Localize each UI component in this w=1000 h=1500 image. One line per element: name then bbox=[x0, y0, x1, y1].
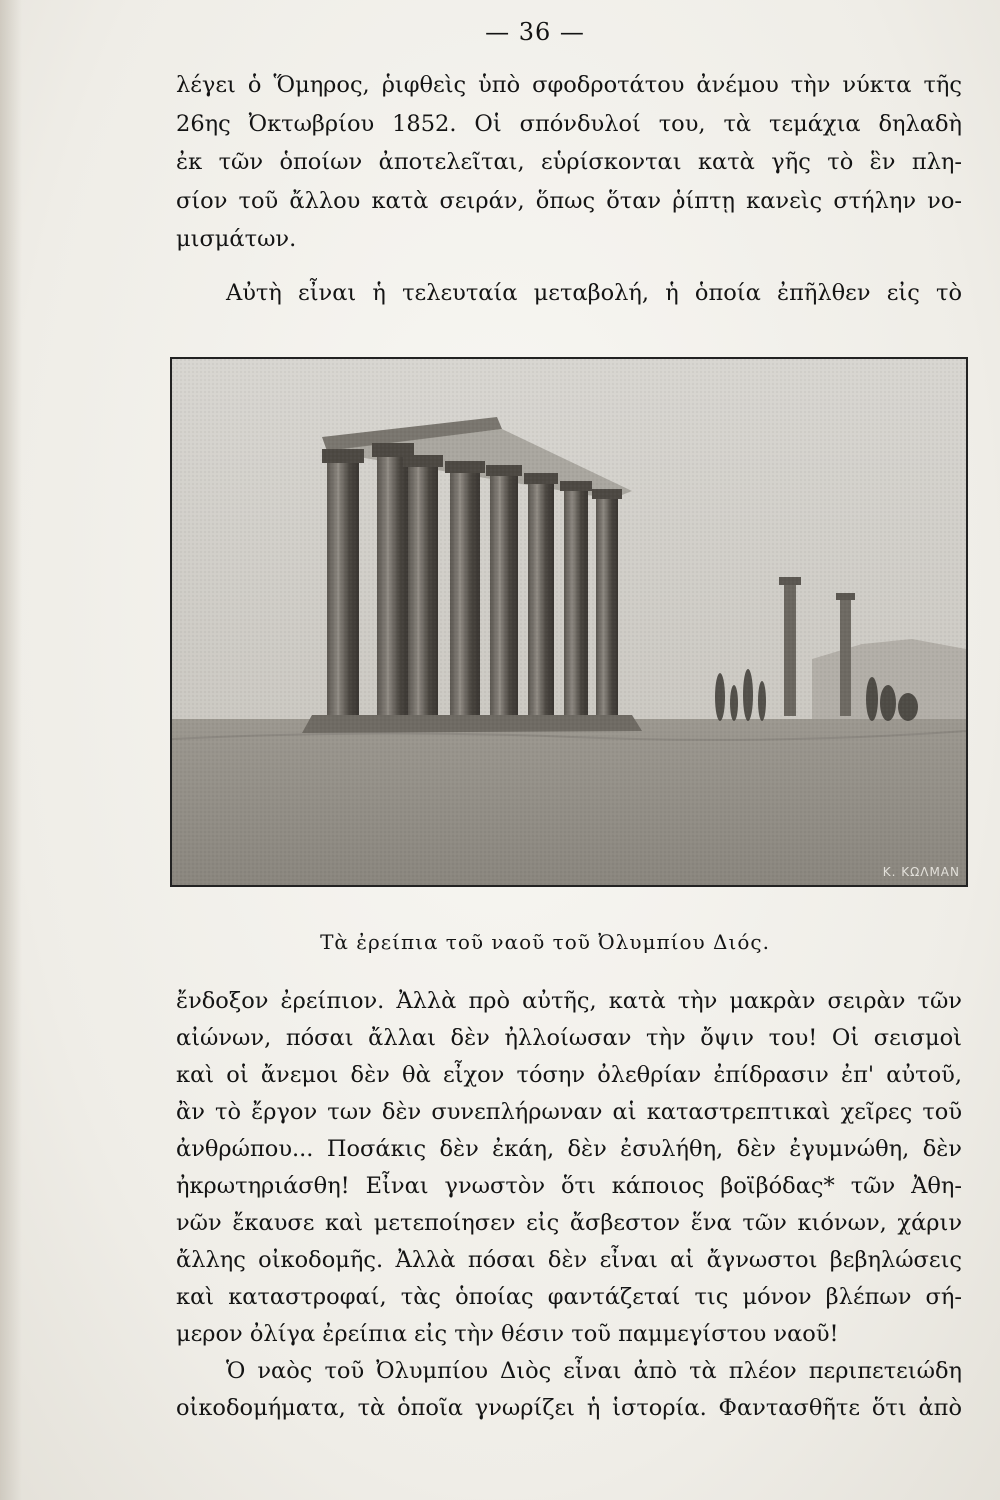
text-line: ἄλλης οἰκοδομῆς. Ἀλλὰ πόσαι δὲν εἶναι αἱ ἄγνωστοι βεβηλώσεις bbox=[176, 1247, 962, 1273]
text-line: καὶ καταστροφαί, τὰς ὁποίας φαντάζεταί τις μόνον βλέπων σή- bbox=[176, 1284, 962, 1310]
text-line: ἀνθρώπου... Ποσάκις δὲν ἐκάη, δὲν ἐσυλήθη, δὲν ἐγυμνώθη, δὲν bbox=[176, 1136, 962, 1162]
text-line: Αὐτὴ εἶναι ἡ τελευταία μεταβολή, ἡ ὁποία ἐπῆλθεν εἰς τὸ bbox=[226, 280, 962, 306]
text-line: νῶν ἔκαυσε καὶ μετεποίησεν εἰς ἄσβεστον ἕνα τῶν κιόνων, χάριν bbox=[176, 1210, 962, 1236]
text-block-bottom bbox=[176, 983, 962, 1427]
text-line: λέγει ὁ Ὅμηρος, ῥιφθεὶς ὑπὸ σφοδροτάτου ἀνέμου τὴν νύκτα τῆς bbox=[176, 72, 962, 98]
text-line: αἰώνων, πόσαι ἄλλαι δὲν ἠλλοίωσαν τὴν ὄψιν του! Οἱ σεισμοὶ bbox=[176, 1025, 962, 1051]
text-line: μισμάτων. bbox=[176, 226, 297, 252]
text-line: ἐκ τῶν ὁποίων ἀποτελεῖται, εὑρίσκονται κατὰ γῆς τὸ ἓν πλη- bbox=[176, 149, 962, 175]
text-block-top bbox=[176, 66, 962, 259]
text-paragraph-intro bbox=[176, 274, 962, 313]
text-line: ἂν τὸ ἔργον των δὲν συνεπλήρωναν αἱ καταστρεπτικαὶ χεῖρες τοῦ bbox=[176, 1099, 962, 1125]
page-number: — 36 — bbox=[485, 18, 585, 46]
text-line: σίον τοῦ ἄλλου κατὰ σειράν, ὅπως ὅταν ῥίπτῃ κανεὶς στήλην νο- bbox=[176, 187, 962, 214]
temple-ruins-illustration bbox=[172, 359, 966, 885]
photo-temple-ruins bbox=[170, 357, 968, 887]
text-line: μερον ὀλίγα ἐρείπια εἰς τὴν θέσιν τοῦ παμμεγίστου ναοῦ! bbox=[176, 1321, 839, 1347]
text-line: οἰκοδομήματα, τὰ ὁποῖα γνωρίζει ἡ ἱστορία. Φαντασθῆτε ὅτι ἀπὸ bbox=[176, 1395, 962, 1421]
page-gutter-shadow bbox=[0, 0, 22, 1500]
text-line: καὶ οἱ ἄνεμοι δὲν θὰ εἶχον τόσην ὀλεθρίαν ἐπίδρασιν ἐπ' αὐτοῦ, bbox=[176, 1062, 962, 1088]
photo-signature: Κ. ΚΩΛΜΑΝ bbox=[882, 865, 960, 879]
figure-caption: Τὰ ἐρείπια τοῦ ναοῦ τοῦ Ὀλυμπίου Διός. bbox=[320, 930, 770, 954]
text-line: 26ης Ὀκτωβρίου 1852. Οἱ σπόνδυλοί του, τὰ τεμάχια δηλαδὴ bbox=[176, 110, 962, 137]
text-line: ἠκρωτηριάσθη! Εἶναι γνωστὸν ὅτι κάποιος βοϊβόδας* τῶν Ἀθη- bbox=[176, 1173, 962, 1199]
text-line: ἔνδοξον ἐρείπιον. Ἀλλὰ πρὸ αὐτῆς, κατὰ τὴν μακρὰν σειρὰν τῶν bbox=[176, 988, 962, 1014]
text-line: Ὁ ναὸς τοῦ Ὀλυμπίου Διὸς εἶναι ἀπὸ τὰ πλέον περιπετειώδη bbox=[226, 1358, 962, 1384]
